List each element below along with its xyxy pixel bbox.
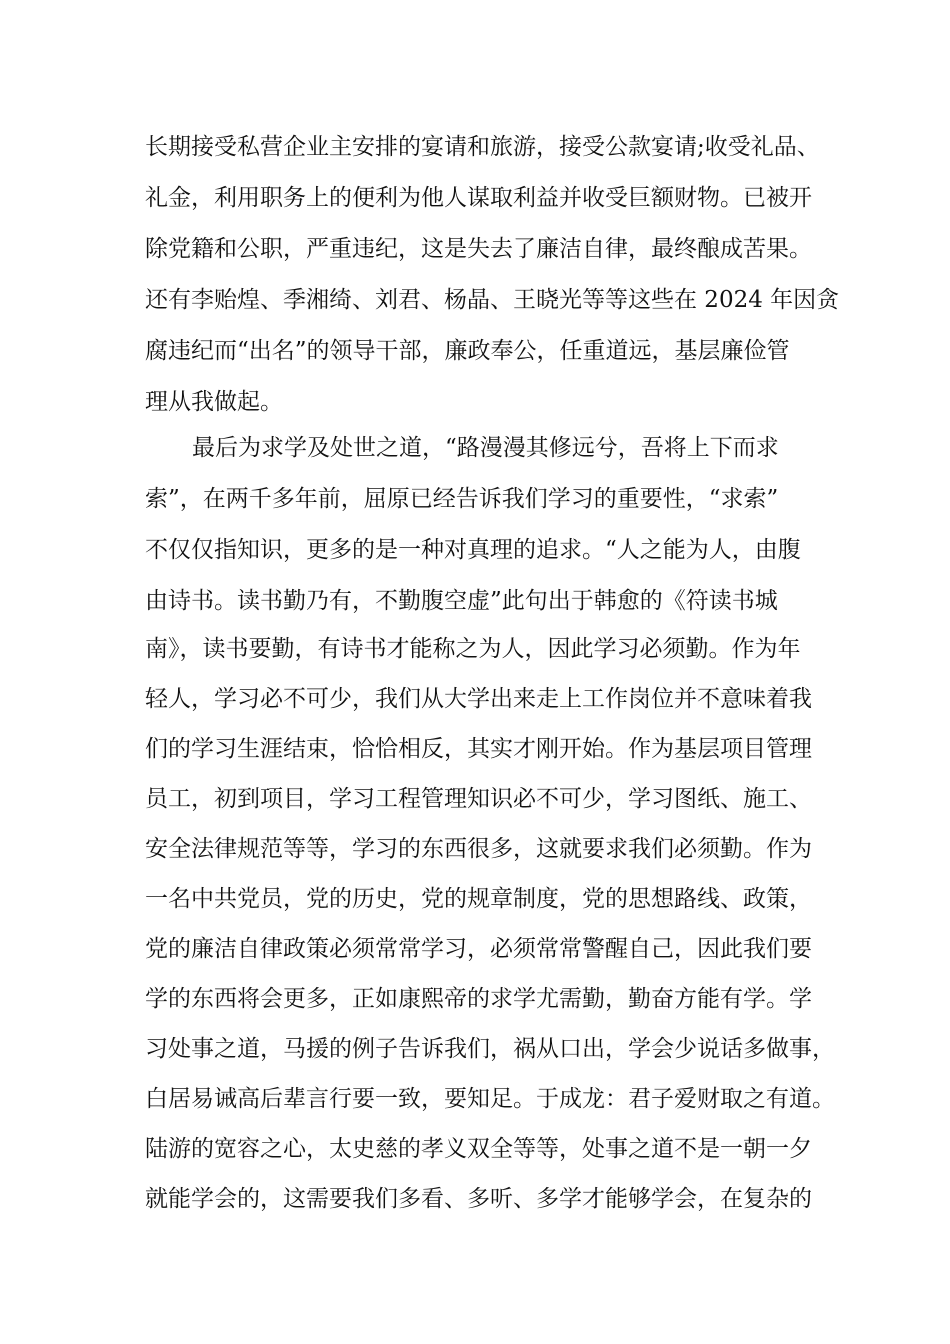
text-line-6: 理从我做起。 [145, 389, 283, 415]
text-line-2: 礼金，利用职务上的便利为他人谋取利益并收受巨额财物。已被开 [145, 185, 812, 211]
text-line-3: 除党籍和公职，严重违纪，这是失去了廉洁自律，最终酿成苦果。 [145, 236, 812, 262]
text-line-15: 安全法律规范等等，学习的东西很多，这就要求我们必须勤。作为 [145, 836, 812, 862]
text-line-1: 长期接受私营企业主安排的宴请和旅游，接受公款宴请;收受礼品、 [145, 134, 820, 160]
text-line-18: 学的东西将会更多，正如康熙帝的求学尤需勤，勤奋方能有学。学 [145, 986, 812, 1012]
text-line-11: 南》，读书要勤，有诗书才能称之为人，因此学习必须勤。作为年 [145, 636, 801, 662]
text-line-20: 白居易诫高后辈言行要一致，要知足。于成龙：君子爱财取之有道。 [145, 1086, 835, 1112]
text-line-19: 习处事之道，马援的例子告诉我们，祸从口出，学会少说话多做事， [145, 1036, 835, 1062]
text-line-8: 索”，在两千多年前，屈原已经告诉我们学习的重要性，“求索” [145, 486, 779, 512]
text-line-9: 不仅仅指知识，更多的是一种对真理的追求。“人之能为人，由腹 [145, 537, 801, 563]
text-line-4: 还有李贻煌、季湘绮、刘君、杨晶、王晓光等等这些在 2024 年因贪 [145, 287, 840, 313]
text-line-21: 陆游的宽容之心，太史慈的孝义双全等等，处事之道不是一朝一夕 [145, 1136, 812, 1162]
text-line-22: 就能学会的，这需要我们多看、多听、多学才能够学会，在复杂的 [145, 1186, 812, 1212]
text-line-12: 轻人，学习必不可少，我们从大学出来走上工作岗位并不意味着我 [145, 686, 812, 712]
text-line-16: 一名中共党员，党的历史，党的规章制度，党的思想路线、政策， [145, 886, 812, 912]
text-line-10: 由诗书。读书勤乃有，不勤腹空虚”此句出于韩愈的《符读书城 [145, 588, 778, 614]
text-line-5: 腐违纪而“出名”的领导干部，廉政奉公，任重道远，基层廉俭管 [145, 338, 790, 364]
text-line-13: 们的学习生涯结束，恰恰相反，其实才刚开始。作为基层项目管理 [145, 736, 812, 762]
paragraph-start-line: 最后为求学及处世之道，“路漫漫其修远兮，吾将上下而求 [192, 435, 779, 461]
text-line-14: 员工，初到项目，学习工程管理知识必不可少，学习图纸、施工、 [145, 786, 812, 812]
text-line-17: 党的廉洁自律政策必须常常学习，必须常常警醒自己，因此我们要 [145, 936, 812, 962]
